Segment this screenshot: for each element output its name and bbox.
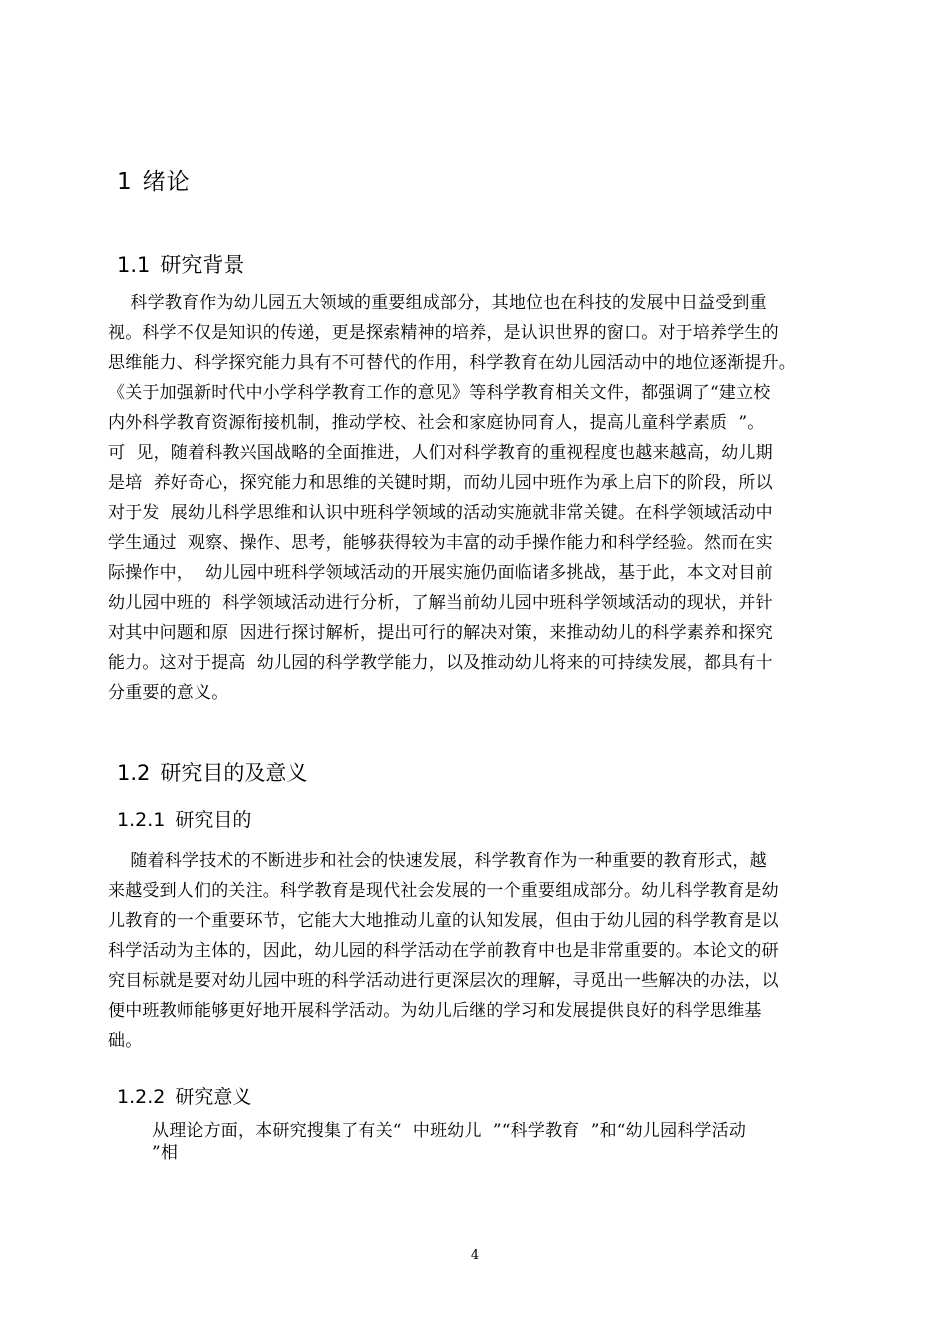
section-title: 研究目的及意义	[160, 761, 308, 785]
chapter-number: 1	[117, 169, 133, 195]
text-line: 科学活动为主体的，因此，幼儿园的科学活动在学前教育中也是非常重要的。本论文的研	[108, 941, 779, 961]
text-line: 幼儿园中班的 科学领域活动进行分析，了解当前幼儿园中班科学领域活动的现状，并针	[108, 593, 773, 613]
text-line: 分重要的意义。	[108, 683, 229, 703]
subsection-title: 研究意义	[175, 1086, 252, 1108]
text-line: 学生通过 观察、操作、思考，能够获得较为丰富的动手操作能力和科学经验。然而在实	[108, 533, 773, 553]
text-line: 内外科学教育资源衔接机制，推动学校、社会和家庭协同育人，提高儿童科学素质 ”。	[108, 413, 765, 433]
paragraph-background	[108, 288, 868, 708]
text-line: 究目标就是要对幼儿园中班的科学活动进行更深层次的理解，寻觅出一些解决的办法，以	[108, 971, 779, 991]
section-number: 1.1	[117, 253, 151, 277]
text-line: 是培 养好奇心，探究能力和思维的关键时期，而幼儿园中班作为承上启下的阶段，所以	[108, 473, 773, 493]
text-line: 来越受到人们的关注。科学教育是现代社会发展的一个重要组成部分。幼儿科学教育是幼	[108, 881, 779, 901]
paragraph-significance	[152, 1120, 852, 1164]
text-line: 际操作中， 幼儿园中班科学领域活动的开展实施仍面临诸多挑战，基于此，本文对目前	[108, 563, 773, 583]
section-heading-1-1	[117, 249, 244, 279]
subsection-number: 1.2.2	[117, 1086, 166, 1108]
chapter-heading	[117, 163, 191, 196]
text-line: 从理论方面，本研究搜集了有关“ 中班幼儿 ”“科学教育 ”和“幼儿园科学活动	[152, 1121, 747, 1141]
subsection-title: 研究目的	[175, 809, 252, 831]
paragraph-purpose	[108, 846, 868, 1056]
subsection-number: 1.2.1	[117, 809, 166, 831]
text-line: 可 见，随着科教兴国战略的全面推进，人们对科学教育的重视程度也越来越高，幼儿期	[108, 443, 773, 463]
section-number: 1.2	[117, 761, 151, 785]
text-line: ”相	[152, 1143, 179, 1163]
chapter-title: 绪论	[142, 169, 191, 195]
text-line: 科学教育作为幼儿园五大领域的重要组成部分，其地位也在科技的发展中日益受到重	[108, 293, 767, 313]
section-title: 研究背景	[160, 253, 245, 277]
text-line: 《关于加强新时代中小学科学教育工作的意见》等科学教育相关文件，都强调了“建立校	[108, 383, 771, 403]
subsection-heading-1-2-1	[117, 805, 251, 832]
subsection-heading-1-2-2	[117, 1082, 251, 1109]
text-line: 便中班教师能够更好地开展科学活动。为幼儿后继的学习和发展提供良好的科学思维基	[108, 1001, 762, 1021]
text-line: 思维能力、科学探究能力具有不可替代的作用，科学教育在幼儿园活动中的地位逐渐提升。	[108, 353, 796, 373]
text-line: 对其中问题和原 因进行探讨解析，提出可行的解决对策，来推动幼儿的科学素养和探究	[108, 623, 773, 643]
text-line: 对于发 展幼儿科学思维和认识中班科学领域的活动实施就非常关键。在科学领域活动中	[108, 503, 773, 523]
text-line: 随着科学技术的不断进步和社会的快速发展，科学教育作为一种重要的教育形式，越	[108, 851, 767, 871]
text-line: 础。	[108, 1031, 143, 1051]
page-number: 4	[470, 1248, 480, 1263]
text-line: 能力。这对于提高 幼儿园的科学教学能力，以及推动幼儿将来的可持续发展，都具有十	[108, 653, 773, 673]
section-heading-1-2	[117, 757, 307, 787]
text-line: 视。科学不仅是知识的传递，更是探索精神的培养，是认识世界的窗口。对于培养学生的	[108, 323, 779, 343]
text-line: 儿教育的一个重要环节，它能大大地推动儿童的认知发展，但由于幼儿园的科学教育是以	[108, 911, 779, 931]
